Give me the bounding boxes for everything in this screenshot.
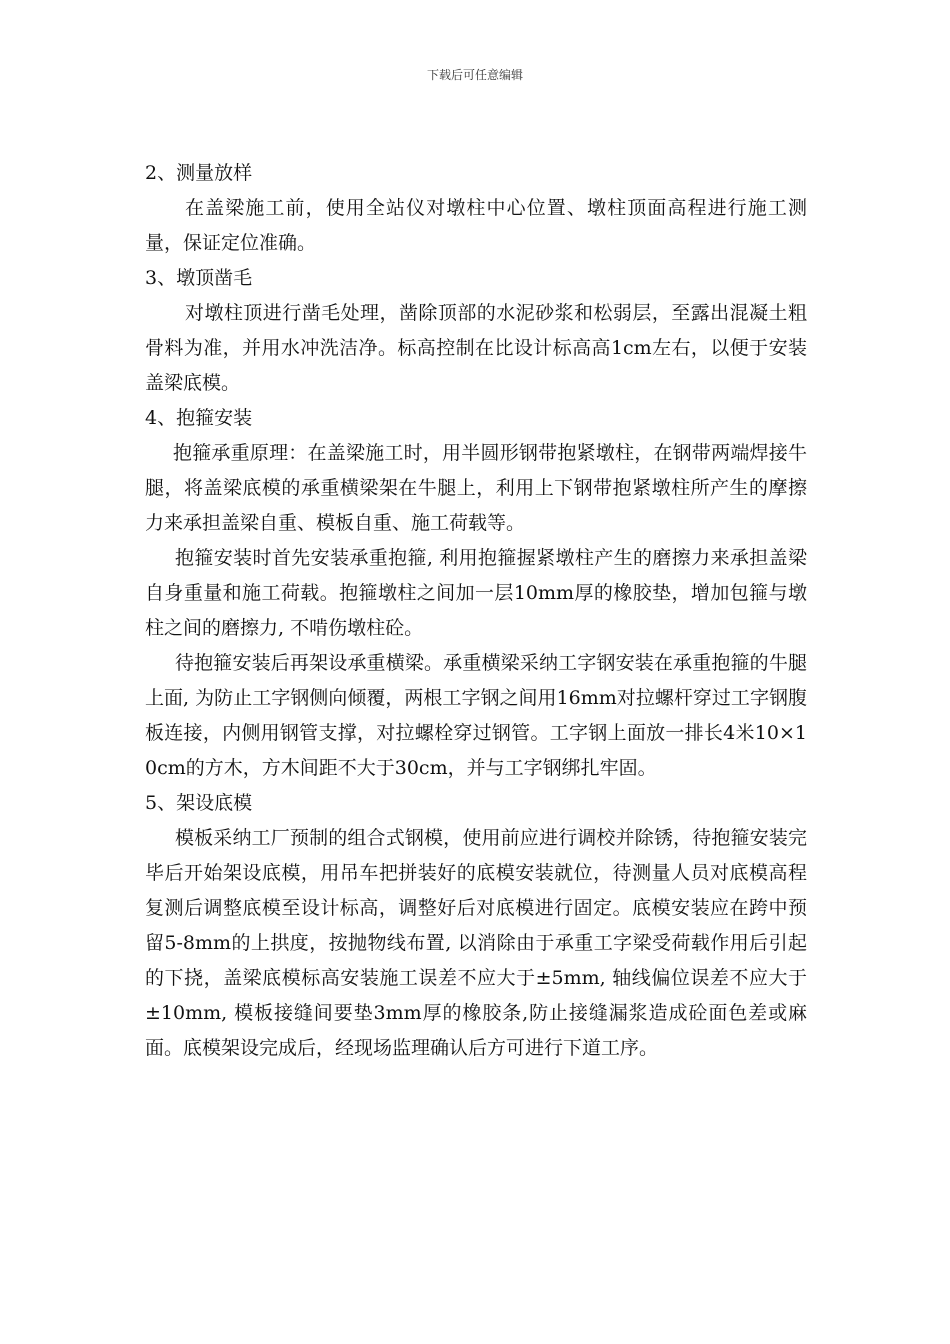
section-heading-chiseling: 3、墩顶凿毛 [145,267,253,289]
document-body [145,156,807,1066]
paragraph-hoop-principle: 抱箍承重原理：在盖梁施工时，用半圆形钢带抱紧墩柱，在钢带两端焊接牛腿，将盖梁底模的承重横梁架在牛腿上，利用上下钢带抱紧墩柱所产生的摩擦力来承担盖梁自重、模板自重、施工荷载等。 [145,442,807,534]
paragraph-bottom-formwork: 模板采纳工厂预制的组合式钢模，使用前应进行调校并除锈，待抱箍安装完毕后开始架设底模，用吊车把拼装好的底模安装就位，待测量人员对底模高程复测后调整底模至设计标高，调整好后对底模进行固定。底模安装应在跨中预留5-8mm的上拱度，按抛物线布置, 以消除由于承重工字梁受荷载作用后引起的下挠，盖梁底模标高安装施工误差不应大于±5mm, 轴线偏位误差不应大于±10mm, 模板接缝间要垫3mm厚的橡胶条,防止接缝漏浆造成砼面色差或麻面。底模架设完成后，经现场监理确认后方可进行下道工序。 [145,827,807,1059]
page-header: 下载后可任意编辑 [426,68,523,82]
paragraph-survey: 在盖梁施工前，使用全站仪对墩柱中心位置、墩柱顶面高程进行施工测量，保证定位准确。 [145,197,807,254]
section-heading-survey: 2、测量放样 [145,162,253,184]
paragraph-crossbeam: 待抱箍安装后再架设承重横梁。承重横梁采纳工字钢安装在承重抱箍的牛腿上面, 为防止工字钢侧向倾覆，两根工字钢之间用16mm对拉螺杆穿过工字钢腹板连接，内侧用钢管支撑，对拉螺栓穿过钢管。工字钢上面放一排长4米10×10cm的方木，方木间距不大于30cm，并与工字钢绑扎牢固。 [145,652,807,779]
section-heading-hoop-installation: 4、抱箍安装 [145,407,253,429]
paragraph-hoop-install: 抱箍安装时首先安装承重抱箍, 利用抱箍握紧墩柱产生的磨擦力来承担盖梁自身重量和施工荷载。抱箍墩柱之间加一层10mm厚的橡胶垫，增加包箍与墩柱之间的磨擦力, 不啃伤墩柱砼。 [145,547,807,639]
section-heading-bottom-formwork: 5、架设底模 [145,792,253,814]
paragraph-chiseling: 对墩柱顶进行凿毛处理，凿除顶部的水泥砂浆和松弱层，至露出混凝土粗骨料为准，并用水冲洗洁净。标高控制在比设计标高高1cm左右，以便于安装盖梁底模。 [145,302,807,394]
